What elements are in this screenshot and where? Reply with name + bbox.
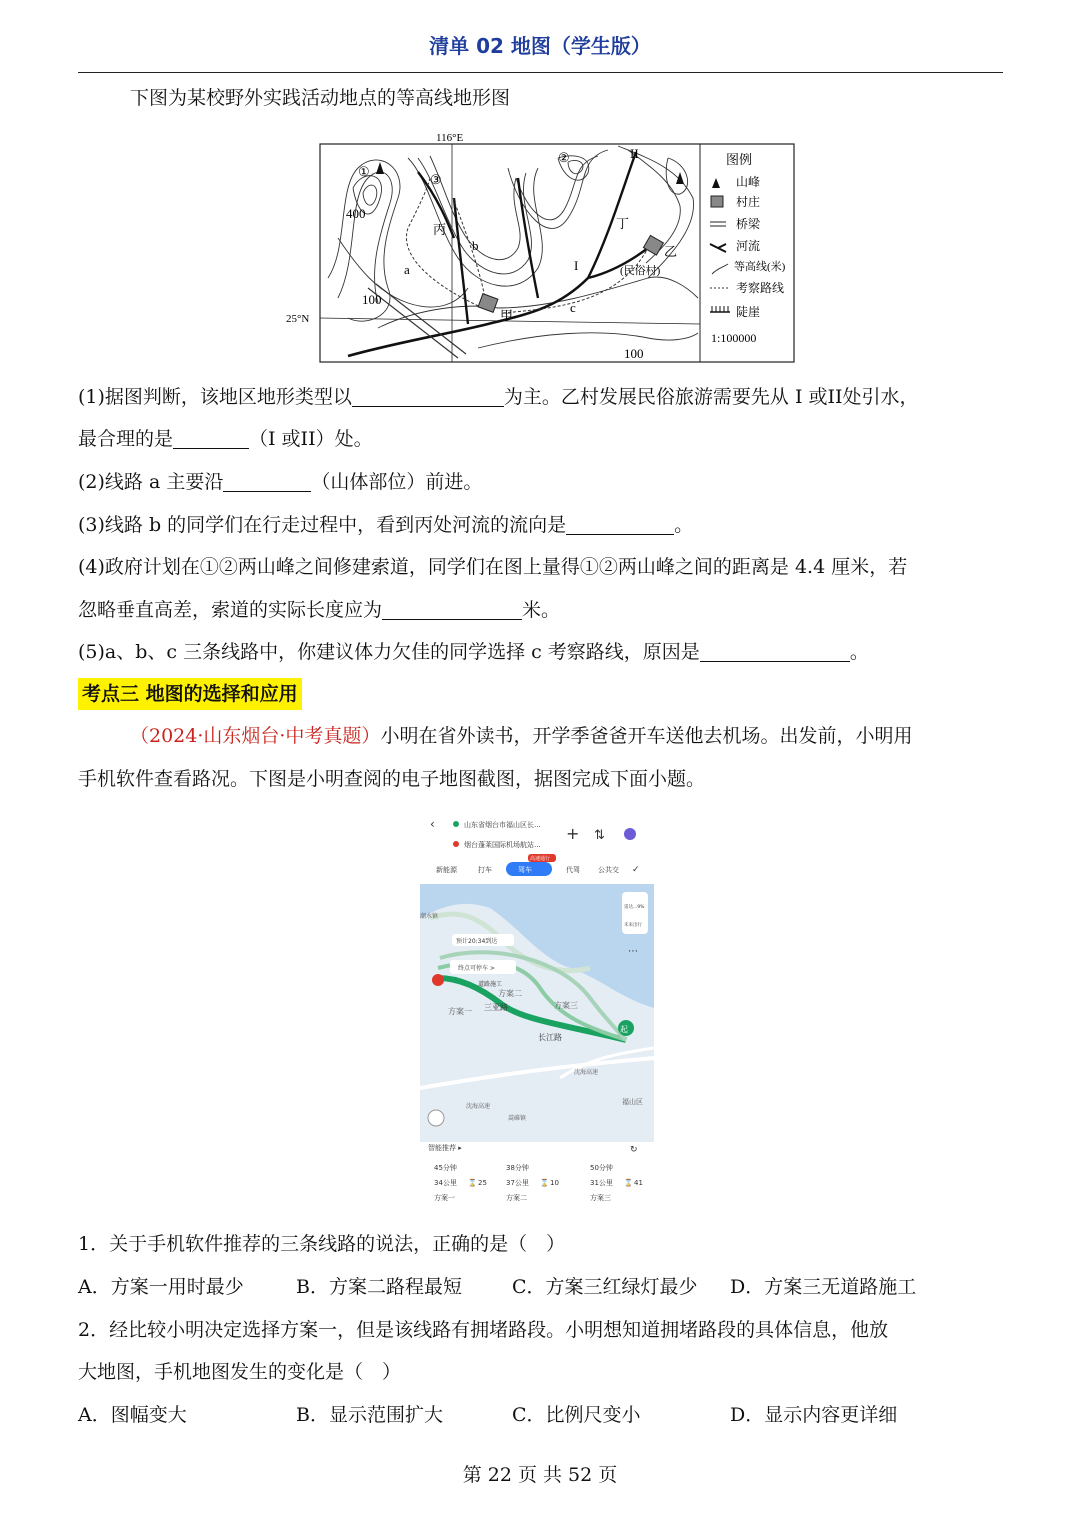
toll-badge: 高速通行 — [530, 856, 551, 862]
q5-text-a: (5)a、b、c 三条线路中，你建议体力欠佳的同学选择 c 考察路线，原因是 — [78, 641, 700, 663]
label-bing: 丙 — [433, 222, 447, 237]
plan-3-time: 50分钟 — [590, 1164, 613, 1172]
more-tabs-icon[interactable]: ✓ — [632, 865, 640, 875]
plan-2-name: 方案二 — [506, 1194, 527, 1202]
refresh-icon[interactable]: ↻ — [630, 1145, 638, 1155]
question-4-line2 — [78, 596, 1004, 624]
plan-2-time: 38分钟 — [506, 1164, 529, 1172]
smart-recommend[interactable]: 智能推荐 ▸ — [428, 1144, 462, 1152]
q1-blank-2[interactable] — [173, 428, 249, 449]
q5-blank[interactable] — [700, 641, 850, 662]
q3-text-b: 。 — [674, 514, 694, 536]
back-icon[interactable]: ‹ — [430, 817, 435, 831]
more-options-icon[interactable]: ⋯ — [628, 946, 638, 957]
header-divider — [78, 72, 1003, 73]
label-point-I: I — [574, 258, 579, 273]
q4-blank[interactable] — [382, 599, 522, 620]
q5-text-b: 。 — [849, 641, 869, 663]
page-footer: 第 22 页 共 52 页 — [462, 1464, 618, 1486]
road-changjiang: 长江路 — [538, 1033, 562, 1042]
mcq-2-option-a[interactable]: A．图幅变大 — [78, 1404, 187, 1426]
map-label-plan-3: 方案三 — [554, 1001, 578, 1010]
place-haodui: 蒿碓镇 — [508, 1115, 527, 1122]
label-peak1: ① — [358, 164, 370, 179]
mcq-question-1: 1．关于手机软件推荐的三条线路的说法，正确的是（ ） — [78, 1233, 566, 1255]
voice-icon[interactable] — [624, 828, 636, 840]
map-label-plan-1: 方案一 — [448, 1007, 472, 1016]
plan-1-time: 45分钟 — [434, 1164, 457, 1172]
plan-2-light-icon: ⌛ — [540, 1179, 549, 1187]
q1-text-b: 为主。乙村发展民俗旅游需要先从 I 或II处引水， — [503, 386, 919, 408]
phone-map-screenshot — [420, 808, 654, 1212]
map-label-plan-2: 方案二 — [498, 989, 522, 998]
tab-taxi[interactable]: 打车 — [478, 866, 492, 874]
label-minsu: (民俗村) — [620, 265, 661, 277]
plan-1-dist: 34公里 — [434, 1179, 457, 1187]
q1-text-a: (1)据图判断，该地区地形类型以 — [78, 386, 352, 408]
eta-label: 预计20:34到达 — [456, 938, 498, 945]
place-fushan: 福山区 — [622, 1098, 643, 1106]
label-route-a: a — [404, 262, 410, 277]
plan-3-dist: 31公里 — [590, 1179, 613, 1187]
label-yi: 乙 — [664, 244, 678, 259]
place-shenhai-1: 沈海高速 — [574, 1069, 599, 1076]
radar-button[interactable]: 雷达...9% — [624, 905, 645, 910]
legend-title: 图例 — [726, 152, 753, 167]
label-route-c: c — [570, 300, 576, 315]
swap-icon[interactable]: ⇅ — [594, 828, 605, 843]
label-point-II: II — [630, 146, 639, 161]
q2-text-a: (2)线路 a 主要沿 — [78, 471, 224, 493]
label-peak2: ② — [558, 150, 570, 165]
q1-blank-1[interactable] — [352, 386, 504, 407]
mcq-2-option-b[interactable]: B．显示范围扩大 — [296, 1404, 443, 1426]
add-stop-icon[interactable]: + — [566, 824, 580, 843]
exam-source: （2024·山东烟台·中考真题） — [130, 725, 381, 747]
section-heading: 考点三 地图的选择和应用 — [78, 678, 302, 710]
tab-new-energy[interactable]: 新能源 — [436, 866, 457, 874]
tab-drive[interactable]: 驾车 — [518, 866, 532, 874]
destination-field[interactable]: 烟台蓬莱国际机场航站... — [464, 841, 541, 849]
longitude-label: 116°E — [436, 132, 464, 144]
q2-blank[interactable] — [223, 471, 311, 492]
place-chaoshui: 潮水镇 — [420, 913, 439, 920]
plan-3-light-icon: ⌛ — [624, 1179, 633, 1187]
mcq-1-option-a[interactable]: A．方案一用时最少 — [78, 1276, 244, 1298]
latitude-label: 25°N — [286, 313, 310, 325]
legend-scale: 1:100000 — [711, 331, 757, 345]
plan-2-lights: 10 — [550, 1179, 559, 1187]
q3-blank[interactable] — [566, 514, 674, 535]
label-route-b: b — [472, 238, 479, 253]
label-contour-100b: 100 — [624, 346, 644, 361]
road-sanya: 三亚路 — [484, 1003, 508, 1012]
mcq-question-2-line1: 2．经比较小明决定选择方案一，但是该线路有拥堵路段。小明想知道拥堵路段的具体信息，他放 — [78, 1319, 889, 1341]
question-1-line2 — [78, 425, 1004, 453]
exam-text-1: 小明在省外读书，开学季爸爸开车送他去机场。出发前，小明用 — [380, 725, 913, 747]
legend-item-peak: 山峰 — [736, 175, 761, 189]
origin-field[interactable]: 山东省烟台市福山区长... — [464, 821, 541, 829]
legend-item-village: 村庄 — [736, 195, 761, 209]
legend-village-icon — [711, 196, 723, 207]
q2-text-b: （山体部位）前进。 — [311, 471, 483, 493]
label-peak3: ③ — [430, 172, 442, 187]
legend-item-cliff: 陡崖 — [736, 305, 761, 319]
plan-3-name: 方案三 — [590, 1194, 611, 1202]
intro-text: 下图为某校野外实践活动地点的等高线地形图 — [130, 87, 511, 109]
start-marker-label: 起 — [620, 1025, 628, 1034]
exam-text-line1 — [130, 722, 1056, 750]
destination-marker-icon — [432, 974, 444, 986]
q1-text-c: 最合理的是 — [78, 428, 174, 450]
plans-panel — [420, 1142, 654, 1212]
q3-text-a: (3)线路 b 的同学们在行走过程中，看到丙处河流的流向是 — [78, 514, 567, 536]
plan-1-light-icon: ⌛ — [468, 1179, 477, 1187]
construction-label: 道路施工 — [478, 981, 503, 988]
plan-3-lights: 41 — [634, 1179, 643, 1187]
mcq-1-option-c[interactable]: C．方案三红绿灯最少 — [512, 1276, 698, 1298]
exam-text-line2: 手机软件查看路况。下图是小明查阅的电子地图截图，据图完成下面小题。 — [78, 768, 706, 790]
q4-text-a: 忽略垂直高差，索道的实际长度应为 — [78, 599, 383, 621]
question-4-line1: (4)政府计划在①②两山峰之间修建索道，同学们在图上量得①②两山峰之间的距离是 4.4 厘米，若 — [78, 556, 908, 578]
mcq-2-option-d[interactable]: D．显示内容更详细 — [730, 1404, 898, 1426]
question-1-line1 — [78, 383, 1004, 411]
tab-public[interactable]: 公共交 — [598, 866, 619, 874]
legend-item-route: 考察路线 — [736, 281, 785, 295]
origin-dot-icon — [453, 821, 459, 827]
legend-item-bridge: 桥梁 — [736, 217, 761, 231]
contour-map — [286, 128, 796, 364]
parking-tooltip: 终点可停车 > — [458, 965, 495, 972]
label-ding: 丁 — [616, 216, 630, 231]
label-jia: 甲 — [500, 308, 514, 323]
tab-chauffeur[interactable]: 代驾 — [566, 866, 580, 874]
mcq-question-2-line2: 大地图，手机地图发生的变化是（ ） — [78, 1361, 402, 1383]
future-trip-button[interactable]: 未来出行 — [624, 923, 642, 928]
plan-1-name: 方案一 — [434, 1194, 455, 1202]
q1-text-d: （I 或II）处。 — [249, 428, 373, 450]
mcq-1-option-d[interactable]: D．方案三无道路施工 — [730, 1276, 917, 1298]
locate-icon[interactable] — [428, 1110, 444, 1126]
plan-2-dist: 37公里 — [506, 1179, 529, 1187]
destination-dot-icon — [453, 841, 459, 847]
q4-text-b: 米。 — [522, 599, 561, 621]
label-contour-400: 400 — [346, 206, 366, 221]
mcq-1-option-b[interactable]: B．方案二路程最短 — [296, 1276, 462, 1298]
question-3 — [78, 511, 1004, 539]
place-shenhai-2: 沈海高速 — [466, 1103, 491, 1110]
legend-item-river: 河流 — [736, 239, 761, 253]
legend-item-contour: 等高线(米) — [734, 261, 786, 273]
plan-1-lights: 25 — [478, 1179, 487, 1187]
mcq-2-option-c[interactable]: C．比例尺变小 — [512, 1404, 641, 1426]
label-contour-100a: 100 — [362, 292, 382, 307]
question-2 — [78, 468, 1004, 496]
page-title: 清单 02 地图（学生版） — [429, 34, 651, 58]
question-5 — [78, 638, 1004, 666]
